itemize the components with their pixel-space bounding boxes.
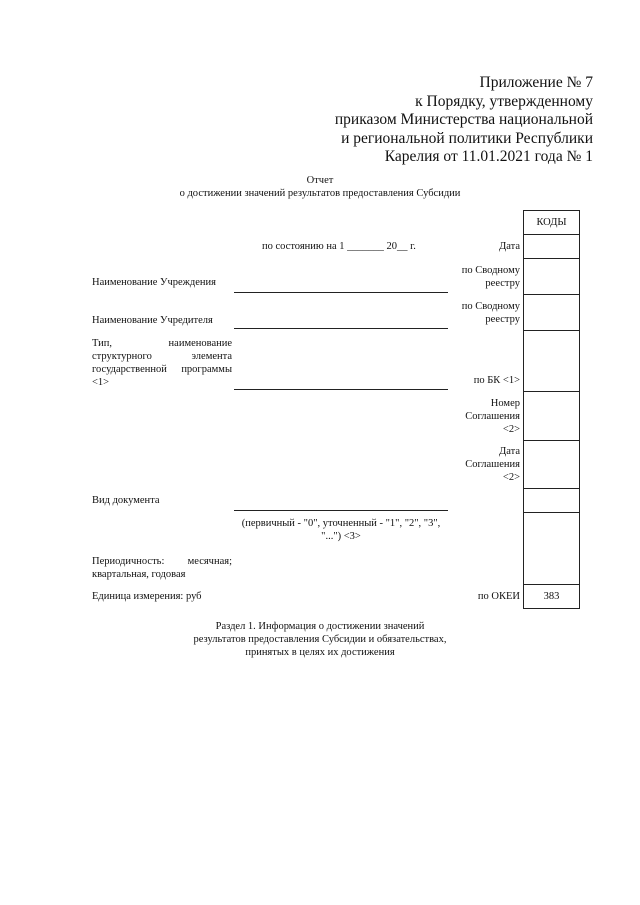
code-cell-registry-2 <box>524 294 579 330</box>
report-title: Отчет <box>306 175 334 186</box>
appendix-line-3: приказом Министерства национальной <box>334 111 593 128</box>
date-label: Дата <box>499 241 520 252</box>
doc-type-line <box>234 510 448 511</box>
code-cell-agreement-date <box>524 440 579 488</box>
appendix-line-2: к Порядку, утвержденному <box>415 92 593 110</box>
unit-label: Единица измерения: руб <box>92 591 202 602</box>
doc-type-label: Вид документа <box>92 495 160 506</box>
codes-header: КОДЫ <box>536 217 567 228</box>
appendix-line-5: Карелия от 11.01.2021 года № 1 <box>384 148 593 165</box>
section-line-2: результатов предоставления Субсидии и обязательствах, <box>193 634 447 645</box>
doc-type-hint: (первичный - "0", уточненный - "1", "2", "3", "...") <3> <box>241 518 441 542</box>
founder-label: Наименование Учредителя <box>92 315 213 326</box>
appendix-line-4: и региональной политики Республики <box>341 129 593 147</box>
institution-line <box>234 292 448 293</box>
code-cell-doc-type <box>524 488 579 512</box>
registry-label-2: по Сводному реестру <box>461 301 520 325</box>
code-cell-bk <box>524 330 579 391</box>
code-cell-okei: 383 <box>524 584 579 608</box>
program-type-line <box>234 389 448 390</box>
codes-table <box>523 210 580 609</box>
section-line-1: Раздел 1. Информация о достижении значений <box>215 621 425 632</box>
program-type-label: Тип, наименование структурного элемента государственной программы <1> <box>92 338 232 388</box>
institution-label: Наименование Учреждения <box>92 277 216 288</box>
appendix-line-1: Приложение № 7 <box>479 74 593 91</box>
bk-label: по БК <1> <box>473 375 520 386</box>
section-line-3: принятых в целях их достижения <box>245 647 395 658</box>
agreement-number-label: Номер Соглашения <2> <box>465 398 520 435</box>
appendix-header <box>335 74 593 167</box>
okei-label: по ОКЕИ <box>477 591 520 602</box>
founder-line <box>234 328 448 329</box>
agreement-date-label: Дата Соглашения <2> <box>465 446 520 483</box>
code-cell-periodicity <box>524 512 579 584</box>
periodicity-label: Периодичность: месячная; квартальная, годовая <box>92 556 232 580</box>
report-subtitle: о достижении значений результатов предоставления Субсидии <box>179 188 461 199</box>
code-cell-date <box>524 234 579 258</box>
registry-label-1: по Сводному реестру <box>461 265 520 289</box>
code-cell-agreement-number <box>524 391 579 440</box>
as-of-date-text: по состоянию на 1 _______ 20__ г. <box>262 241 416 252</box>
code-cell-registry-1 <box>524 258 579 294</box>
